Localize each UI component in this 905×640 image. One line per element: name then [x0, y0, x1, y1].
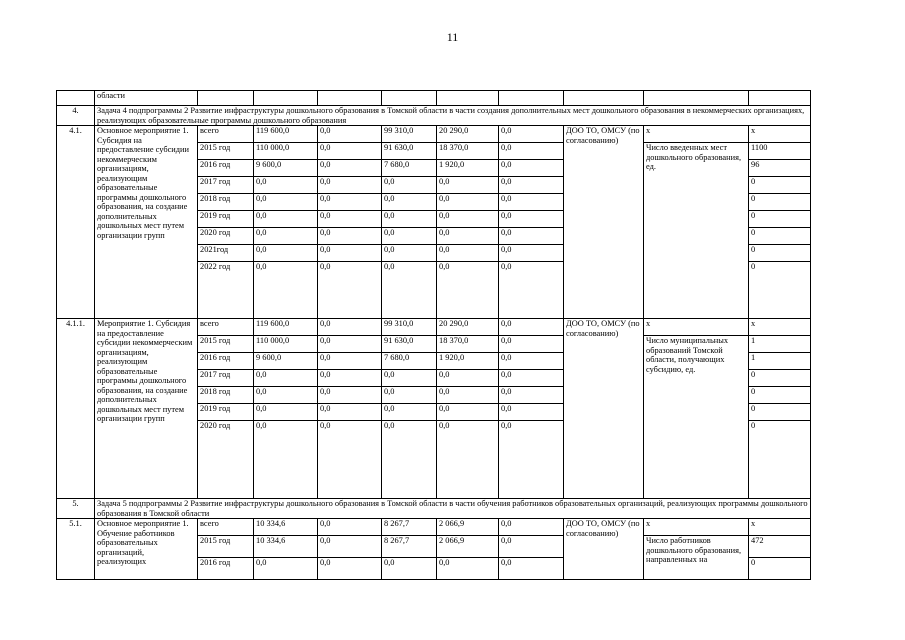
- cell-year: 2021год: [198, 245, 254, 262]
- item-number: 5.1.: [57, 519, 95, 580]
- item-name: Мероприятие 1. Субсидия на предоставление субсидии некоммерческим организациям, реализующим образовательные программы дошкольного образования, на создание дополнительных дошкольных мест путем организации групп: [95, 319, 198, 499]
- cell-other: 0,0: [499, 194, 564, 211]
- cell-indicator-value: 0: [749, 211, 811, 228]
- item-name: Основное мероприятие 1. Субсидия на предоставление субсидии некоммерческим организациям, реализующим образовательные программы дошкольного образования, на создание дополнительных дошкольных мест путем организации групп: [95, 126, 198, 319]
- task-row: [57, 106, 811, 126]
- cell-year: всего: [198, 519, 254, 536]
- cell-other: 0,0: [499, 336, 564, 353]
- cell-total: 119 600,0: [254, 126, 318, 143]
- cell-federal: 0,0: [318, 245, 382, 262]
- cell-regional: 0,0: [382, 558, 437, 580]
- cell-federal: 0,0: [318, 262, 382, 319]
- cell-federal: 0,0: [318, 319, 382, 336]
- cell-executor: ДОО ТО, ОМСУ (по согласованию): [564, 519, 644, 580]
- cell-year: 2019 год: [198, 404, 254, 421]
- cell-federal: 0,0: [318, 558, 382, 580]
- cell-indicator-value: 0: [749, 194, 811, 211]
- cell-indicator-x: x: [644, 126, 749, 143]
- cell-federal: 0,0: [318, 421, 382, 499]
- cell-federal: 0,0: [318, 160, 382, 177]
- cell-year: 2018 год: [198, 387, 254, 404]
- cell-local: 0,0: [437, 245, 499, 262]
- cell-other: 0,0: [499, 421, 564, 499]
- block-4-1-1: [57, 319, 811, 499]
- cell-federal: 0,0: [318, 536, 382, 558]
- cell-federal: 0,0: [318, 126, 382, 143]
- cell-regional: 8 267,7: [382, 519, 437, 536]
- cell-total: 9 600,0: [254, 160, 318, 177]
- cell-local: 0,0: [437, 211, 499, 228]
- task-row: [57, 499, 811, 519]
- cell-other: 0,0: [499, 370, 564, 387]
- cell-other: 0,0: [499, 245, 564, 262]
- cell-indicator-x: x: [644, 519, 749, 536]
- cell-other: 0,0: [499, 160, 564, 177]
- cell-total: 0,0: [254, 404, 318, 421]
- block-4-1: [57, 126, 811, 319]
- cell-indicator-value: 0: [749, 177, 811, 194]
- task-number: 5.: [57, 499, 95, 519]
- cell-regional: 8 267,7: [382, 536, 437, 558]
- cell-executor: ДОО ТО, ОМСУ (по согласованию): [564, 319, 644, 499]
- cell-total: 10 334,6: [254, 536, 318, 558]
- cell-executor: ДОО ТО, ОМСУ (по согласованию): [564, 126, 644, 319]
- cell-federal: 0,0: [318, 228, 382, 245]
- cell-other: 0,0: [499, 143, 564, 160]
- cell-local: 0,0: [437, 370, 499, 387]
- cell-year: 2015 год: [198, 536, 254, 558]
- cell-year: всего: [198, 319, 254, 336]
- cell-regional: 91 630,0: [382, 336, 437, 353]
- cell-total: 9 600,0: [254, 353, 318, 370]
- cell-other: 0,0: [499, 177, 564, 194]
- cell-indicator-value: 1100: [749, 143, 811, 160]
- cell-year: 2017 год: [198, 370, 254, 387]
- cell-regional: 99 310,0: [382, 126, 437, 143]
- cell-total: 0,0: [254, 228, 318, 245]
- cell-total: 0,0: [254, 211, 318, 228]
- cell-year: 2020 год: [198, 228, 254, 245]
- cell-local: 0,0: [437, 228, 499, 245]
- cell-local: 0,0: [437, 194, 499, 211]
- cell-federal: 0,0: [318, 336, 382, 353]
- cell-total: 10 334,6: [254, 519, 318, 536]
- cell-indicator-value: x: [749, 519, 811, 536]
- cell-indicator-value: 0: [749, 262, 811, 319]
- cell-total: 0,0: [254, 558, 318, 580]
- cell-federal: 0,0: [318, 177, 382, 194]
- table-row: [57, 319, 811, 336]
- cell-indicator-value: 1: [749, 353, 811, 370]
- cell-year: 2016 год: [198, 353, 254, 370]
- cell-other: 0,0: [499, 353, 564, 370]
- cell-other: 0,0: [499, 319, 564, 336]
- program-table: [56, 90, 811, 580]
- cell-total: 0,0: [254, 245, 318, 262]
- table-body: [57, 91, 811, 126]
- cell-other: 0,0: [499, 228, 564, 245]
- block-5-1: [57, 519, 811, 580]
- cell-indicator-x: x: [644, 319, 749, 336]
- cell-local: 0,0: [437, 558, 499, 580]
- cell-total: 0,0: [254, 177, 318, 194]
- cell-other: 0,0: [499, 404, 564, 421]
- cell-local: 2 066,9: [437, 536, 499, 558]
- cell-regional: 0,0: [382, 245, 437, 262]
- cell-regional: 7 680,0: [382, 160, 437, 177]
- cell-year: 2017 год: [198, 177, 254, 194]
- cell-total: 0,0: [254, 262, 318, 319]
- cell-regional: 0,0: [382, 194, 437, 211]
- cell-federal: 0,0: [318, 211, 382, 228]
- cell-year: 2016 год: [198, 558, 254, 580]
- cell-federal: 0,0: [318, 519, 382, 536]
- table-row: [57, 91, 811, 106]
- cell-regional: 0,0: [382, 404, 437, 421]
- cell-total: 119 600,0: [254, 319, 318, 336]
- cell-indicator-value: 0: [749, 404, 811, 421]
- cell-federal: 0,0: [318, 370, 382, 387]
- cell-indicator-name: Число работников дошкольного образования, направленных на: [644, 536, 749, 580]
- cell-indicator-name: Число муниципальных образований Томской области, получающих субсидию, ед.: [644, 336, 749, 499]
- cell-indicator-value: 0: [749, 387, 811, 404]
- cell-indicator-name: Число введенных мест дошкольного образования, ед.: [644, 143, 749, 319]
- cell-continuation: области: [95, 91, 198, 106]
- cell-year: 2015 год: [198, 143, 254, 160]
- cell-local: 20 290,0: [437, 319, 499, 336]
- task-text: Задача 4 подпрограммы 2 Развитие инфраструктуры дошкольного образования в Томской области в части создания дополнительных мест дошкольного образования в некоммерческих организациях, реализующих образовательные программы дошкольного образования: [95, 106, 811, 126]
- cell-year: 2016 год: [198, 160, 254, 177]
- cell-other: 0,0: [499, 126, 564, 143]
- cell-regional: 0,0: [382, 177, 437, 194]
- cell-local: 0,0: [437, 404, 499, 421]
- item-number: 4.1.: [57, 126, 95, 319]
- cell-indicator-value: 0: [749, 421, 811, 499]
- cell-indicator-value: 472: [749, 536, 811, 558]
- cell-regional: 0,0: [382, 228, 437, 245]
- cell-year: 2019 год: [198, 211, 254, 228]
- cell-other: 0,0: [499, 387, 564, 404]
- item-name: Основное мероприятие 1. Обучение работников образовательных организаций, реализующих: [95, 519, 198, 580]
- cell-other: 0,0: [499, 211, 564, 228]
- cell-regional: 99 310,0: [382, 319, 437, 336]
- cell-total: 110 000,0: [254, 336, 318, 353]
- cell-indicator-value: 0: [749, 370, 811, 387]
- cell-other: 0,0: [499, 558, 564, 580]
- page-number: 11: [446, 30, 459, 44]
- cell-total: 0,0: [254, 194, 318, 211]
- item-number: 4.1.1.: [57, 319, 95, 499]
- cell-local: 0,0: [437, 387, 499, 404]
- cell-federal: 0,0: [318, 194, 382, 211]
- cell-local: 0,0: [437, 262, 499, 319]
- cell-regional: 7 680,0: [382, 353, 437, 370]
- cell-regional: 0,0: [382, 370, 437, 387]
- cell-local: 0,0: [437, 421, 499, 499]
- cell-local: 20 290,0: [437, 126, 499, 143]
- cell-indicator-value: 0: [749, 245, 811, 262]
- cell-other: 0,0: [499, 519, 564, 536]
- cell-total: 0,0: [254, 370, 318, 387]
- cell-regional: 0,0: [382, 421, 437, 499]
- cell-regional: 0,0: [382, 211, 437, 228]
- cell-year: всего: [198, 126, 254, 143]
- table-row: [57, 519, 811, 536]
- cell-regional: 0,0: [382, 387, 437, 404]
- table-row: [57, 126, 811, 143]
- cell-indicator-value: 1: [749, 336, 811, 353]
- cell-year: 2020 год: [198, 421, 254, 499]
- cell-indicator-value: 0: [749, 558, 811, 580]
- cell-year: 2015 год: [198, 336, 254, 353]
- table-body-task5: [57, 499, 811, 519]
- cell-total: 0,0: [254, 387, 318, 404]
- cell-federal: 0,0: [318, 404, 382, 421]
- cell-local: 2 066,9: [437, 519, 499, 536]
- cell-indicator-value: x: [749, 126, 811, 143]
- cell-regional: 0,0: [382, 262, 437, 319]
- task-text: Задача 5 подпрограммы 2 Развитие инфраструктуры дошкольного образования в Томской области в части обучения работников образовательных организаций, реализующих программы дошкольного образования в Томской области: [95, 499, 811, 519]
- cell-year: 2022 год: [198, 262, 254, 319]
- cell-federal: 0,0: [318, 387, 382, 404]
- cell-indicator-value: 0: [749, 228, 811, 245]
- task-number: 4.: [57, 106, 95, 126]
- cell-local: 0,0: [437, 177, 499, 194]
- cell-indicator-value: x: [749, 319, 811, 336]
- cell-local: 1 920,0: [437, 160, 499, 177]
- cell-year: 2018 год: [198, 194, 254, 211]
- cell-local: 1 920,0: [437, 353, 499, 370]
- cell-local: 18 370,0: [437, 336, 499, 353]
- cell-total: 0,0: [254, 421, 318, 499]
- cell-total: 110 000,0: [254, 143, 318, 160]
- cell-local: 18 370,0: [437, 143, 499, 160]
- cell-federal: 0,0: [318, 353, 382, 370]
- cell-federal: 0,0: [318, 143, 382, 160]
- cell-other: 0,0: [499, 262, 564, 319]
- cell-other: 0,0: [499, 536, 564, 558]
- cell-regional: 91 630,0: [382, 143, 437, 160]
- cell-indicator-value: 96: [749, 160, 811, 177]
